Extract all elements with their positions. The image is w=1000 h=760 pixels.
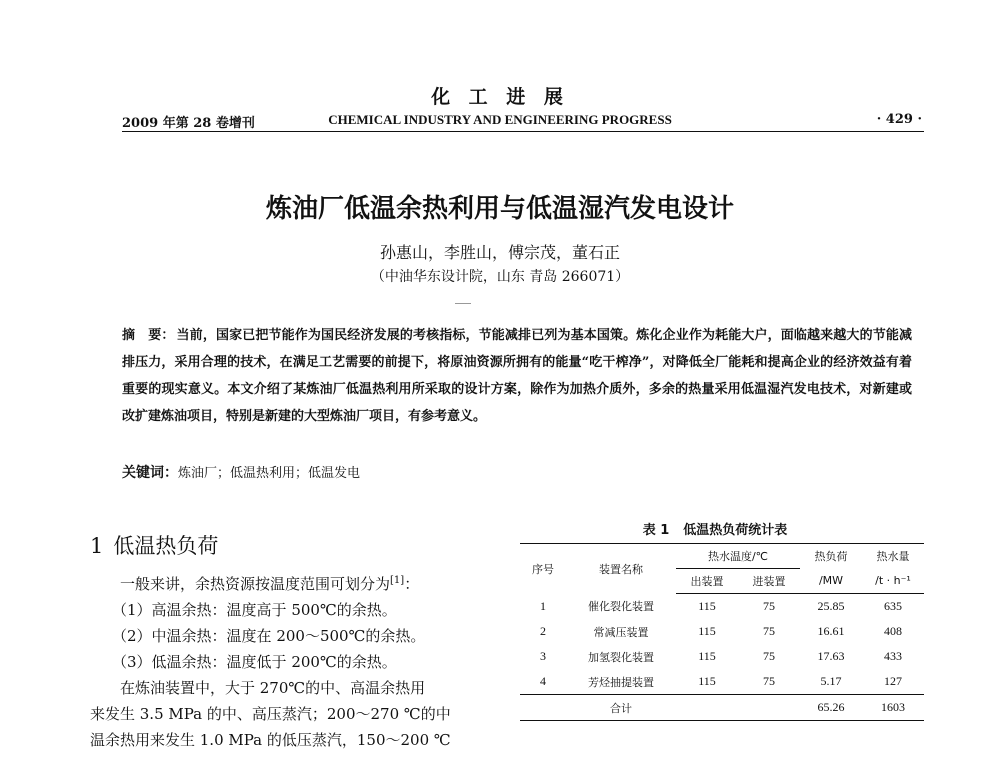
section-number: 1 <box>90 534 104 558</box>
cell-water: 127 <box>884 674 902 688</box>
cell-name: 芳烃抽提装置 <box>588 675 654 689</box>
issue-label: 2009 年第 28 卷增刊 <box>122 116 255 131</box>
body-item: （2）中温余热：温度在 200～500℃的余热。 <box>112 627 426 645</box>
header-rule <box>122 131 924 132</box>
authors: 孙惠山，李胜山，傅宗茂，董石正 <box>379 243 620 262</box>
journal-name-cn: 化 工 进 展 <box>431 86 569 108</box>
cell-load: 17.63 <box>817 649 845 663</box>
table-title: 低温热负荷统计表 <box>683 523 788 538</box>
cell-empty <box>676 695 738 721</box>
cell-out: 115 <box>698 674 716 688</box>
keywords <box>122 462 360 482</box>
abstract-label: 摘 要： <box>122 328 175 343</box>
cell-name: 常减压装置 <box>593 625 649 639</box>
abstract-text: 当前，国家已把节能作为国民经济发展的考核指标，节能减排已列为基本国策。炼化企业作为耗能大户，面临越来越大的节能减排压力，采用合理的技术，在满足工艺需要的前提下，将原油资源所拥有的能量“吃干榨净”，对降低全厂能耗和提高企业的经济效益有着重要的现实意义。本文介绍了某炼油厂低温热利用所采取的设计方案，除作为加热介质外，多余的热量采用低温湿汽发电技术，对新建或改扩建炼油项目，特别是新建的大型炼油厂项目，有参考意义。 <box>122 328 912 424</box>
table-total-row <box>520 695 924 721</box>
cell-load: 16.61 <box>817 624 845 638</box>
cell-load: 25.85 <box>817 599 845 613</box>
col-header-water: 热水量 <box>862 544 924 569</box>
table-number: 表 1 <box>642 523 670 538</box>
cell-empty <box>520 695 566 721</box>
intro-text: 一般来讲，余热资源按温度范围可划分为 <box>120 575 391 593</box>
section-title: 低温热负荷 <box>113 534 219 558</box>
col-header-seq: 序号 <box>520 544 566 594</box>
intro-end: ： <box>404 575 420 593</box>
cell-load: 5.17 <box>820 674 842 688</box>
abstract <box>122 322 912 430</box>
page-number: · 429 · <box>876 112 922 127</box>
body-item: （3）低温余热：温度低于 200℃的余热。 <box>112 653 397 671</box>
col-header-out: 出装置 <box>676 569 738 594</box>
section-heading <box>90 530 228 560</box>
cell-seq: 1 <box>540 598 546 613</box>
col-header-load: 热负荷 <box>800 544 862 569</box>
col-header-name: 装置名称 <box>566 544 676 594</box>
table-row <box>520 644 924 669</box>
cell-seq: 3 <box>540 649 546 663</box>
cell-water: 433 <box>884 649 902 663</box>
cell-in: 75 <box>763 624 775 638</box>
cell-total-label: 合计 <box>566 695 676 721</box>
keywords-text: 炼油厂；低温热利用；低温发电 <box>178 466 361 481</box>
cell-out: 115 <box>698 649 716 663</box>
cell-water: 408 <box>884 624 902 638</box>
col-header-in: 进装置 <box>738 569 800 594</box>
table-row <box>520 619 924 644</box>
journal-name-en: CHEMICAL INDUSTRY AND ENGINEERING PROGRESS <box>328 112 672 127</box>
body-line: 温余热用来发生 1.0 MPa 的低压蒸汽，150～200 ℃ <box>90 731 451 749</box>
title-separator <box>455 303 471 304</box>
cell-seq: 4 <box>540 674 546 688</box>
table-row <box>520 594 924 620</box>
cell-total-water: 1603 <box>862 695 924 721</box>
body-intro <box>90 568 505 597</box>
cell-empty <box>738 695 800 721</box>
section-body <box>90 568 505 753</box>
cell-total-load: 65.26 <box>800 695 862 721</box>
col-header-load-unit: /MW <box>800 569 862 594</box>
citation: [1] <box>390 575 405 586</box>
cell-out: 115 <box>698 599 716 613</box>
table-caption <box>520 519 924 538</box>
cell-in: 75 <box>763 674 775 688</box>
table-row <box>520 669 924 695</box>
affiliation: （中油华东设计院，山东 青岛 266071） <box>370 269 630 285</box>
cell-name: 加氢裂化装置 <box>588 650 654 664</box>
cell-out: 115 <box>698 624 716 638</box>
cell-in: 75 <box>763 599 775 613</box>
keywords-label: 关键词： <box>122 465 178 481</box>
body-line: 来发生 3.5 MPa 的中、高压蒸汽；200～270 ℃的中 <box>90 705 451 723</box>
cell-water: 635 <box>884 599 902 613</box>
cell-name: 催化裂化装置 <box>588 600 654 614</box>
paper-title: 炼油厂低温余热利用与低温湿汽发电设计 <box>265 194 734 224</box>
body-line: 在炼油装置中，大于 270℃的中、高温余热用 <box>120 679 426 697</box>
col-header-water-unit: /t · h⁻¹ <box>862 569 924 594</box>
cell-seq: 2 <box>540 624 546 638</box>
body-item: （1）高温余热：温度高于 500℃的余热。 <box>112 601 397 619</box>
col-header-temp: 热水温度/℃ <box>676 544 800 569</box>
heat-load-table <box>520 543 924 721</box>
cell-in: 75 <box>763 649 775 663</box>
